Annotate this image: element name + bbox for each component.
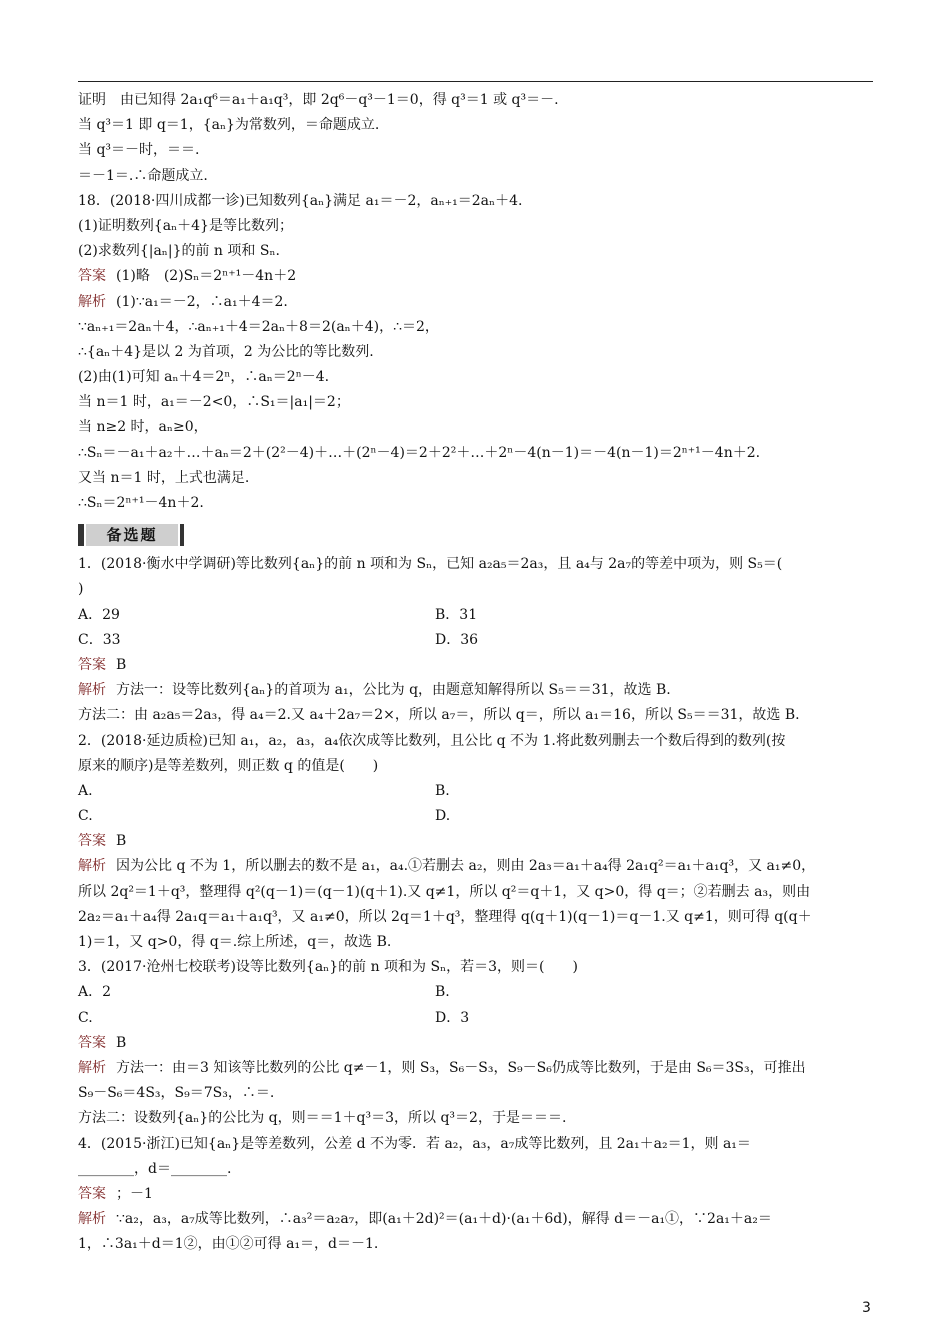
analysis-label: 解析 — [78, 293, 106, 310]
question-2-analysis — [78, 854, 878, 879]
answer-label: 答案 — [78, 268, 106, 285]
analysis-line: S₉－S₆＝4S₃，S₉＝7S₃，∴＝. — [78, 1085, 275, 1102]
question-1-stem: 1．(2018·衡水中学调研)等比数列{aₙ}的前 n 项和为 Sₙ，已知 a₂a₅＝2a₃，且 a₄与 2a₇的等差中项为，则 S₅＝( — [78, 556, 783, 573]
question-1-options-row — [78, 603, 878, 628]
analysis-text: 方法一：设等比数列{aₙ}的首项为 a₁，公比为 q，由题意知解得所以 S₅＝＝31，故选 B. — [116, 682, 671, 699]
option-c: C. — [78, 1009, 93, 1026]
question-18-analysis — [78, 290, 878, 315]
section-bar-left — [78, 524, 84, 546]
text-line: ＝－1＝.∴命题成立. — [78, 167, 208, 184]
answer-label: 答案 — [78, 656, 106, 673]
section-header — [78, 520, 878, 550]
option-b: B. — [435, 782, 450, 799]
analysis-label: 解析 — [78, 1059, 106, 1076]
text-line: 当 q³＝－时，＝＝. — [78, 142, 200, 159]
question-3-stem: 3．(2017·沧州七校联考)设等比数列{aₙ}的前 n 项和为 Sₙ，若＝3，则＝( ) — [78, 959, 578, 976]
question-3-options-row — [78, 980, 878, 1005]
analysis-line: 当 n＝1 时，a₁＝－2<0，∴S₁＝|a₁|＝2； — [78, 394, 350, 411]
question-1-analysis — [78, 678, 878, 703]
option-b: B．31 — [435, 606, 478, 623]
option-a: A. — [78, 782, 93, 799]
section-title: 备选题 — [86, 524, 178, 546]
answer-text: B — [116, 656, 127, 673]
question-2-options-row — [78, 779, 878, 804]
analysis-text: 方法一：由＝3 知该等比数列的公比 q≠－1，则 S₃，S₆－S₃，S₉－S₆仍成等比数列，于是由 S₆＝3S₃，可推出 — [116, 1059, 806, 1076]
option-d: D．36 — [435, 631, 479, 648]
answer-label: 答案 — [78, 833, 106, 850]
analysis-line: ∵aₙ₊₁＝2aₙ＋4，∴aₙ₊₁＋4＝2aₙ＋8＝2(aₙ＋4)，∴＝2， — [78, 318, 439, 335]
question-2-stem: 2．(2018·延边质检)已知 a₁，a₂，a₃，a₄依次成等比数列，且公比 q 不为 1.将此数列删去一个数后得到的数列(按 — [78, 732, 786, 749]
answer-label: 答案 — [78, 1034, 106, 1051]
question-1-stem-cont: ) — [78, 581, 84, 598]
analysis-line: 所以 2q²＝1＋q³，整理得 q²(q－1)＝(q－1)(q＋1).又 q≠1，所以 q²＝q＋1，又 q>0，得 q＝；②若删去 a₃，则由 — [78, 883, 811, 900]
header-rule — [78, 81, 873, 82]
option-c: C．33 — [78, 631, 121, 648]
analysis-line: 2a₂＝a₁＋a₄得 2a₁q＝a₁＋a₁q³，又 a₁≠0，所以 2q＝1＋q³，整理得 q(q＋1)(q－1)＝q－1.又 q≠1，则可得 q(q＋ — [78, 908, 812, 925]
answer-text: B — [116, 833, 127, 850]
question-4-answer — [78, 1182, 878, 1207]
question-1-answer — [78, 653, 878, 678]
question-2-stem-cont: 原来的顺序)是等差数列，则正数 q 的值是( ) — [78, 757, 379, 774]
question-4-analysis — [78, 1207, 878, 1232]
analysis-label: 解析 — [78, 682, 106, 699]
analysis-line: ∴Sₙ＝－a₁＋a₂＋…＋aₙ＝2＋(2²－4)＋…＋(2ⁿ－4)＝2＋2²＋…＋2ⁿ－4(n－1)＝－4(n－1)＝2ⁿ⁺¹－4n＋2. — [78, 444, 761, 461]
analysis-text: (1)∵a₁＝－2，∴a₁＋4＝2. — [116, 293, 288, 310]
question-18-stem: 18．(2018·四川成都一诊)已知数列{aₙ}满足 a₁＝－2，aₙ₊₁＝2aₙ＋4. — [78, 192, 523, 209]
answer-label: 答案 — [78, 1185, 106, 1202]
answer-text: (1)略 (2)Sₙ＝2ⁿ⁺¹－4n＋2 — [116, 268, 297, 285]
question-2-answer — [78, 829, 878, 854]
text-line: 当 q³＝1 即 q＝1，{aₙ}为常数列，＝命题成立. — [78, 117, 380, 134]
document-body — [78, 88, 878, 1257]
question-3-answer — [78, 1031, 878, 1056]
proof-line: 证明 由已知得 2a₁q⁶＝a₁＋a₁q³，即 2q⁶－q³－1＝0，得 q³＝1 或 q³＝－. — [78, 92, 559, 108]
answer-text: B — [116, 1034, 127, 1051]
option-d: D. — [435, 808, 451, 825]
option-a: A．2 — [78, 984, 112, 1001]
question-18-answer — [78, 264, 878, 289]
analysis-line: ∴Sₙ＝2ⁿ⁺¹－4n＋2. — [78, 495, 204, 511]
question-4-stem-cont: ________，d＝________. — [78, 1160, 232, 1177]
analysis-line: 方法二：由 a₂a₅＝2a₃，得 a₄＝2.又 a₄＋2a₇＝2×，所以 a₇＝，所以 q＝，所以 a₁＝16，所以 S₅＝＝31，故选 B. — [78, 707, 800, 724]
page-number: 3 — [862, 1300, 871, 1316]
analysis-line: 方法二：设数列{aₙ}的公比为 q，则＝＝1＋q³＝3，所以 q³＝2，于是＝＝＝. — [78, 1110, 567, 1127]
option-d: D．3 — [435, 1009, 470, 1026]
analysis-text: 因为公比 q 不为 1，所以删去的数不是 a₁，a₄.①若删去 a₂，则由 2a₃＝a₁＋a₄得 2a₁q²＝a₁＋a₁q³，又 a₁≠0， — [116, 858, 816, 875]
option-a: A．29 — [78, 606, 120, 623]
analysis-line: 1，∴3a₁＋d＝1②，由①②可得 a₁＝，d＝－1. — [78, 1236, 379, 1253]
question-18-part2: (2)求数列{|aₙ|}的前 n 项和 Sₙ. — [78, 243, 280, 260]
question-3-analysis — [78, 1056, 878, 1081]
analysis-label: 解析 — [78, 858, 106, 875]
question-1-options-row — [78, 628, 878, 653]
question-18-part1: (1)证明数列{aₙ＋4}是等比数列； — [78, 217, 293, 234]
analysis-line: 当 n≥2 时，aₙ≥0， — [78, 419, 208, 436]
question-3-options-row — [78, 1006, 878, 1031]
analysis-line: ∴{aₙ＋4}是以 2 为首项，2 为公比的等比数列. — [78, 343, 374, 360]
analysis-label: 解析 — [78, 1211, 106, 1228]
analysis-line: 又当 n＝1 时，上式也满足. — [78, 469, 250, 486]
analysis-text: ∵a₂，a₃，a₇成等比数列，∴a₃²＝a₂a₇，即(a₁＋2d)²＝(a₁＋d)·(a₁＋6d)，解得 d＝－a₁①，∵2a₁＋a₂＝ — [116, 1211, 772, 1228]
answer-text: ；－1 — [116, 1185, 153, 1202]
option-c: C. — [78, 808, 93, 825]
analysis-line: (2)由(1)可知 aₙ＋4＝2ⁿ，∴aₙ＝2ⁿ－4. — [78, 369, 330, 386]
analysis-line: 1)＝1，又 q>0，得 q＝.综上所述，q＝，故选 B. — [78, 934, 392, 950]
question-4-stem: 4．(2015·浙江)已知{aₙ}是等差数列，公差 d 不为零．若 a₂，a₃，a₇成等比数列，且 2a₁＋a₂＝1，则 a₁＝ — [78, 1135, 751, 1152]
question-2-options-row — [78, 804, 878, 829]
section-bar-right — [180, 524, 184, 546]
option-b: B. — [435, 984, 450, 1001]
